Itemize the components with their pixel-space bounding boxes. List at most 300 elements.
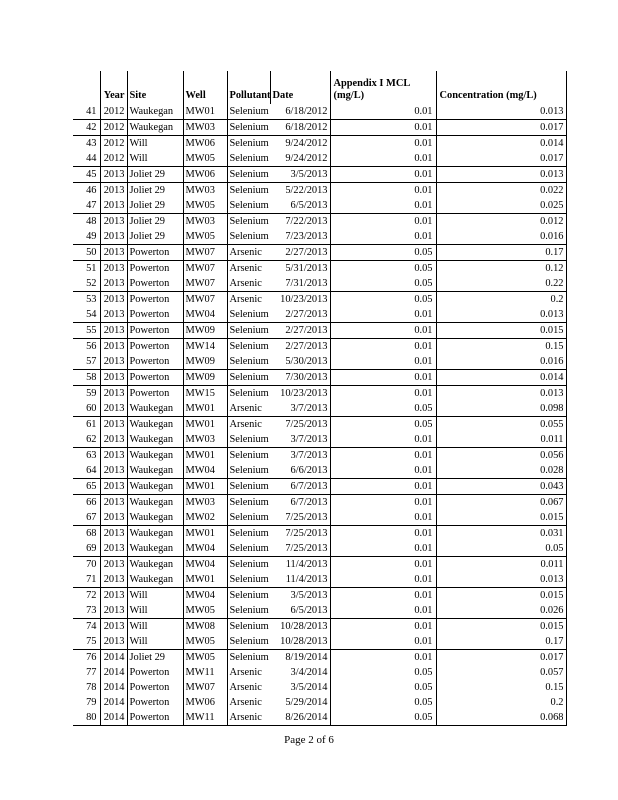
mcl-cell: 0.01 xyxy=(330,634,436,650)
pollutant-cell: Selenium xyxy=(229,559,269,570)
year-cell: 2013 xyxy=(100,588,127,604)
pollutant-cell: Selenium xyxy=(229,309,269,320)
date-cell: 3/4/2014 xyxy=(270,665,330,680)
mcl-cell: 0.01 xyxy=(330,386,436,402)
pollutant-cell: Selenium xyxy=(229,434,269,445)
well-cell: MW07 xyxy=(183,276,227,292)
well-cell: MW09 xyxy=(183,370,227,386)
concentration-cell: 0.043 xyxy=(436,479,566,495)
site-cell: Waukegan xyxy=(127,479,183,495)
date-cell: 3/7/2013 xyxy=(270,448,330,464)
mcl-cell: 0.01 xyxy=(330,448,436,464)
row-index: 68 xyxy=(86,528,97,539)
year-cell: 2013 xyxy=(100,354,127,370)
table-row xyxy=(73,680,566,695)
site-cell: Waukegan xyxy=(127,526,183,542)
concentration-cell: 0.056 xyxy=(436,448,566,464)
year-cell: 2013 xyxy=(100,432,127,448)
concentration-cell: 0.013 xyxy=(436,386,566,402)
concentration-cell: 0.067 xyxy=(436,495,566,511)
pollutant-cell: Selenium xyxy=(229,341,269,352)
table-row xyxy=(73,370,566,386)
well-cell: MW04 xyxy=(183,557,227,573)
mcl-cell: 0.01 xyxy=(330,104,436,120)
row-index: 43 xyxy=(86,138,97,149)
concentration-cell: 0.2 xyxy=(436,695,566,710)
site-cell: Powerton xyxy=(127,665,183,680)
row-index: 75 xyxy=(86,636,97,647)
site-cell: Will xyxy=(127,588,183,604)
row-index: 55 xyxy=(86,325,97,336)
table-row xyxy=(73,510,566,526)
table-row xyxy=(73,650,566,666)
row-index: 64 xyxy=(86,465,97,476)
site-cell: Waukegan xyxy=(127,401,183,417)
table-row xyxy=(73,619,566,635)
mcl-cell: 0.01 xyxy=(330,120,436,136)
concentration-cell: 0.098 xyxy=(436,401,566,417)
table-row xyxy=(73,634,566,650)
well-cell: MW03 xyxy=(183,214,227,230)
row-index: 72 xyxy=(86,590,97,601)
date-cell: 5/30/2013 xyxy=(270,354,330,370)
row-index: 42 xyxy=(86,122,97,133)
row-index: 79 xyxy=(86,697,97,708)
row-index: 45 xyxy=(86,169,97,180)
year-cell: 2013 xyxy=(100,386,127,402)
concentration-cell: 0.014 xyxy=(436,136,566,152)
date-cell: 5/22/2013 xyxy=(270,183,330,199)
date-cell: 9/24/2012 xyxy=(270,136,330,152)
table-row xyxy=(73,603,566,619)
year-cell: 2013 xyxy=(100,557,127,573)
date-cell: 2/27/2013 xyxy=(270,307,330,323)
date-cell: 7/25/2013 xyxy=(270,526,330,542)
mcl-cell: 0.01 xyxy=(330,650,436,666)
pollutant-cell: Selenium xyxy=(229,636,269,647)
concentration-cell: 0.12 xyxy=(436,261,566,277)
mcl-cell: 0.01 xyxy=(330,557,436,573)
row-index: 73 xyxy=(86,605,97,616)
year-cell: 2013 xyxy=(100,526,127,542)
well-cell: MW05 xyxy=(183,229,227,245)
date-cell: 6/5/2013 xyxy=(270,603,330,619)
concentration-cell: 0.014 xyxy=(436,370,566,386)
pollutant-cell: Arsenic xyxy=(229,247,262,258)
mcl-cell: 0.01 xyxy=(330,370,436,386)
header-date: Date xyxy=(270,71,330,104)
well-cell: MW08 xyxy=(183,619,227,635)
well-cell: MW05 xyxy=(183,151,227,167)
table-row xyxy=(73,151,566,167)
date-cell: 7/25/2013 xyxy=(270,417,330,433)
mcl-cell: 0.01 xyxy=(330,495,436,511)
pollutant-cell: Selenium xyxy=(229,512,269,523)
mcl-cell: 0.01 xyxy=(330,541,436,557)
year-cell: 2013 xyxy=(100,276,127,292)
year-cell: 2013 xyxy=(100,307,127,323)
year-cell: 2012 xyxy=(100,151,127,167)
date-cell: 3/5/2013 xyxy=(270,167,330,183)
date-cell: 10/28/2013 xyxy=(270,634,330,650)
table-row xyxy=(73,417,566,433)
row-index: 69 xyxy=(86,543,97,554)
year-cell: 2013 xyxy=(100,229,127,245)
year-cell: 2013 xyxy=(100,214,127,230)
pollutant-cell: Selenium xyxy=(229,138,269,149)
site-cell: Waukegan xyxy=(127,463,183,479)
pollutant-cell: Selenium xyxy=(229,153,269,164)
well-cell: MW03 xyxy=(183,183,227,199)
well-cell: MW07 xyxy=(183,680,227,695)
table-row xyxy=(73,495,566,511)
year-cell: 2013 xyxy=(100,463,127,479)
year-cell: 2012 xyxy=(100,104,127,120)
pollutant-cell: Selenium xyxy=(229,185,269,196)
table-row xyxy=(73,276,566,292)
concentration-cell: 0.017 xyxy=(436,120,566,136)
well-cell: MW07 xyxy=(183,261,227,277)
year-cell: 2013 xyxy=(100,183,127,199)
mcl-cell: 0.01 xyxy=(330,572,436,588)
table-row xyxy=(73,479,566,495)
site-cell: Powerton xyxy=(127,370,183,386)
well-cell: MW14 xyxy=(183,339,227,355)
well-cell: MW05 xyxy=(183,603,227,619)
date-cell: 3/7/2013 xyxy=(270,401,330,417)
date-cell: 7/25/2013 xyxy=(270,510,330,526)
mcl-cell: 0.01 xyxy=(330,229,436,245)
mcl-cell: 0.01 xyxy=(330,151,436,167)
date-cell: 10/23/2013 xyxy=(270,292,330,308)
pollutant-cell: Arsenic xyxy=(229,403,262,414)
row-index: 52 xyxy=(86,278,97,289)
site-cell: Joliet 29 xyxy=(127,198,183,214)
well-cell: MW07 xyxy=(183,245,227,261)
pollutant-table xyxy=(73,71,567,726)
well-cell: MW04 xyxy=(183,541,227,557)
date-cell: 10/23/2013 xyxy=(270,386,330,402)
concentration-cell: 0.015 xyxy=(436,323,566,339)
row-index: 54 xyxy=(86,309,97,320)
date-cell: 6/5/2013 xyxy=(270,198,330,214)
concentration-cell: 0.026 xyxy=(436,603,566,619)
date-cell: 6/6/2013 xyxy=(270,463,330,479)
table-body xyxy=(73,104,566,726)
row-index: 51 xyxy=(86,263,97,274)
concentration-cell: 0.011 xyxy=(436,432,566,448)
year-cell: 2013 xyxy=(100,448,127,464)
row-index: 77 xyxy=(86,667,97,678)
well-cell: MW04 xyxy=(183,588,227,604)
site-cell: Powerton xyxy=(127,710,183,726)
concentration-cell: 0.17 xyxy=(436,245,566,261)
table-row xyxy=(73,136,566,152)
site-cell: Joliet 29 xyxy=(127,167,183,183)
site-cell: Waukegan xyxy=(127,448,183,464)
well-cell: MW04 xyxy=(183,307,227,323)
pollutant-cell: Selenium xyxy=(229,497,269,508)
date-cell: 2/27/2013 xyxy=(270,323,330,339)
site-cell: Powerton xyxy=(127,292,183,308)
year-cell: 2013 xyxy=(100,603,127,619)
site-cell: Waukegan xyxy=(127,510,183,526)
year-cell: 2013 xyxy=(100,417,127,433)
date-cell: 8/19/2014 xyxy=(270,650,330,666)
site-cell: Will xyxy=(127,603,183,619)
mcl-cell: 0.01 xyxy=(330,339,436,355)
well-cell: MW09 xyxy=(183,354,227,370)
site-cell: Powerton xyxy=(127,680,183,695)
table-row xyxy=(73,401,566,417)
pollutant-cell: Arsenic xyxy=(229,419,262,430)
site-cell: Waukegan xyxy=(127,432,183,448)
well-cell: MW04 xyxy=(183,463,227,479)
site-cell: Powerton xyxy=(127,695,183,710)
table-row xyxy=(73,245,566,261)
mcl-cell: 0.05 xyxy=(330,261,436,277)
mcl-cell: 0.01 xyxy=(330,136,436,152)
mcl-cell: 0.05 xyxy=(330,665,436,680)
table-row xyxy=(73,572,566,588)
well-cell: MW06 xyxy=(183,167,227,183)
mcl-cell: 0.01 xyxy=(330,307,436,323)
concentration-cell: 0.017 xyxy=(436,650,566,666)
concentration-cell: 0.022 xyxy=(436,183,566,199)
pollutant-cell: Selenium xyxy=(229,216,269,227)
well-cell: MW02 xyxy=(183,510,227,526)
pollutant-cell: Selenium xyxy=(229,528,269,539)
site-cell: Will xyxy=(127,151,183,167)
date-cell: 10/28/2013 xyxy=(270,619,330,635)
pollutant-cell: Arsenic xyxy=(229,712,262,723)
table-row xyxy=(73,167,566,183)
pollutant-cell: Selenium xyxy=(229,169,269,180)
year-cell: 2013 xyxy=(100,495,127,511)
mcl-cell: 0.01 xyxy=(330,479,436,495)
date-cell: 5/29/2014 xyxy=(270,695,330,710)
row-index: 61 xyxy=(86,419,97,430)
concentration-cell: 0.013 xyxy=(436,572,566,588)
concentration-cell: 0.068 xyxy=(436,710,566,726)
table-row xyxy=(73,214,566,230)
site-cell: Waukegan xyxy=(127,120,183,136)
year-cell: 2013 xyxy=(100,323,127,339)
row-index: 70 xyxy=(86,559,97,570)
pollutant-cell: Arsenic xyxy=(229,278,262,289)
table-row xyxy=(73,323,566,339)
table-row xyxy=(73,104,566,120)
pollutant-cell: Arsenic xyxy=(229,263,262,274)
date-cell: 6/18/2012 xyxy=(270,104,330,120)
row-index: 47 xyxy=(86,200,97,211)
pollutant-cell: Selenium xyxy=(229,388,269,399)
well-cell: MW11 xyxy=(183,710,227,726)
date-cell: 3/5/2014 xyxy=(270,680,330,695)
concentration-cell: 0.025 xyxy=(436,198,566,214)
site-cell: Waukegan xyxy=(127,104,183,120)
date-cell: 7/22/2013 xyxy=(270,214,330,230)
site-cell: Powerton xyxy=(127,354,183,370)
concentration-cell: 0.17 xyxy=(436,634,566,650)
table-row xyxy=(73,386,566,402)
mcl-cell: 0.05 xyxy=(330,680,436,695)
mcl-cell: 0.05 xyxy=(330,401,436,417)
date-cell: 7/30/2013 xyxy=(270,370,330,386)
row-index: 57 xyxy=(86,356,97,367)
concentration-cell: 0.017 xyxy=(436,151,566,167)
site-cell: Will xyxy=(127,619,183,635)
concentration-cell: 0.057 xyxy=(436,665,566,680)
table-row xyxy=(73,292,566,308)
table-row xyxy=(73,339,566,355)
well-cell: MW01 xyxy=(183,104,227,120)
table-row xyxy=(73,541,566,557)
year-cell: 2014 xyxy=(100,665,127,680)
pollutant-cell: Selenium xyxy=(229,621,269,632)
well-cell: MW03 xyxy=(183,495,227,511)
row-index: 53 xyxy=(86,294,97,305)
year-cell: 2014 xyxy=(100,650,127,666)
row-index: 74 xyxy=(86,621,97,632)
well-cell: MW01 xyxy=(183,572,227,588)
year-cell: 2014 xyxy=(100,680,127,695)
table-row xyxy=(73,710,566,726)
table-row xyxy=(73,557,566,573)
pollutant-cell: Arsenic xyxy=(229,667,262,678)
pollutant-cell: Selenium xyxy=(229,590,269,601)
date-cell: 5/31/2013 xyxy=(270,261,330,277)
table-row xyxy=(73,183,566,199)
well-cell: MW01 xyxy=(183,526,227,542)
mcl-cell: 0.01 xyxy=(330,183,436,199)
date-cell: 7/23/2013 xyxy=(270,229,330,245)
mcl-cell: 0.01 xyxy=(330,510,436,526)
site-cell: Powerton xyxy=(127,386,183,402)
pollutant-cell: Selenium xyxy=(229,200,269,211)
year-cell: 2012 xyxy=(100,136,127,152)
well-cell: MW05 xyxy=(183,198,227,214)
date-cell: 7/25/2013 xyxy=(270,541,330,557)
well-cell: MW05 xyxy=(183,650,227,666)
table-header-row xyxy=(73,71,566,104)
well-cell: MW06 xyxy=(183,695,227,710)
year-cell: 2013 xyxy=(100,572,127,588)
header-well: Well xyxy=(183,71,227,104)
page-number: Page 2 of 6 xyxy=(284,734,334,746)
date-cell: 2/27/2013 xyxy=(270,245,330,261)
row-index: 66 xyxy=(86,497,97,508)
table-row xyxy=(73,588,566,604)
pollutant-cell: Selenium xyxy=(229,372,269,383)
year-cell: 2013 xyxy=(100,541,127,557)
header-index xyxy=(73,71,100,104)
site-cell: Joliet 29 xyxy=(127,183,183,199)
header-concentration: Concentration (mg/L) xyxy=(436,71,566,104)
concentration-cell: 0.016 xyxy=(436,229,566,245)
mcl-cell: 0.05 xyxy=(330,710,436,726)
header-pollutant: Pollutant xyxy=(227,71,270,104)
row-index: 41 xyxy=(86,106,97,117)
pollutant-cell: Selenium xyxy=(229,231,269,242)
header-year: Year xyxy=(100,71,127,104)
concentration-cell: 0.031 xyxy=(436,526,566,542)
mcl-cell: 0.05 xyxy=(330,292,436,308)
concentration-cell: 0.15 xyxy=(436,339,566,355)
concentration-cell: 0.055 xyxy=(436,417,566,433)
date-cell: 11/4/2013 xyxy=(270,557,330,573)
site-cell: Waukegan xyxy=(127,417,183,433)
site-cell: Joliet 29 xyxy=(127,229,183,245)
concentration-cell: 0.013 xyxy=(436,104,566,120)
year-cell: 2013 xyxy=(100,510,127,526)
row-index: 59 xyxy=(86,388,97,399)
row-index: 65 xyxy=(86,481,97,492)
well-cell: MW03 xyxy=(183,120,227,136)
mcl-cell: 0.01 xyxy=(330,214,436,230)
site-cell: Powerton xyxy=(127,276,183,292)
concentration-cell: 0.015 xyxy=(436,588,566,604)
pollutant-cell: Selenium xyxy=(229,574,269,585)
row-index: 67 xyxy=(86,512,97,523)
mcl-cell: 0.01 xyxy=(330,619,436,635)
row-index: 76 xyxy=(86,652,97,663)
pollutant-cell: Selenium xyxy=(229,325,269,336)
year-cell: 2012 xyxy=(100,120,127,136)
year-cell: 2013 xyxy=(100,401,127,417)
year-cell: 2013 xyxy=(100,292,127,308)
table-row xyxy=(73,463,566,479)
header-mcl: Appendix I MCL (mg/L) xyxy=(330,71,436,104)
mcl-cell: 0.05 xyxy=(330,417,436,433)
date-cell: 8/26/2014 xyxy=(270,710,330,726)
pollutant-cell: Selenium xyxy=(229,106,269,117)
well-cell: MW06 xyxy=(183,136,227,152)
site-cell: Joliet 29 xyxy=(127,650,183,666)
well-cell: MW01 xyxy=(183,401,227,417)
concentration-cell: 0.015 xyxy=(436,619,566,635)
site-cell: Will xyxy=(127,634,183,650)
well-cell: MW05 xyxy=(183,634,227,650)
site-cell: Waukegan xyxy=(127,557,183,573)
date-cell: 6/7/2013 xyxy=(270,479,330,495)
row-index: 80 xyxy=(86,712,97,723)
date-cell: 9/24/2012 xyxy=(270,151,330,167)
date-cell: 11/4/2013 xyxy=(270,572,330,588)
table-row xyxy=(73,665,566,680)
year-cell: 2013 xyxy=(100,479,127,495)
well-cell: MW07 xyxy=(183,292,227,308)
table-row xyxy=(73,526,566,542)
site-cell: Powerton xyxy=(127,307,183,323)
concentration-cell: 0.012 xyxy=(436,214,566,230)
concentration-cell: 0.028 xyxy=(436,463,566,479)
date-cell: 6/7/2013 xyxy=(270,495,330,511)
table-row xyxy=(73,695,566,710)
mcl-cell: 0.01 xyxy=(330,167,436,183)
row-index: 63 xyxy=(86,450,97,461)
concentration-cell: 0.013 xyxy=(436,307,566,323)
header-site: Site xyxy=(127,71,183,104)
pollutant-cell: Selenium xyxy=(229,465,269,476)
well-cell: MW15 xyxy=(183,386,227,402)
row-index: 44 xyxy=(86,153,97,164)
pollutant-cell: Arsenic xyxy=(229,697,262,708)
site-cell: Waukegan xyxy=(127,541,183,557)
concentration-cell: 0.22 xyxy=(436,276,566,292)
well-cell: MW03 xyxy=(183,432,227,448)
row-index: 49 xyxy=(86,231,97,242)
